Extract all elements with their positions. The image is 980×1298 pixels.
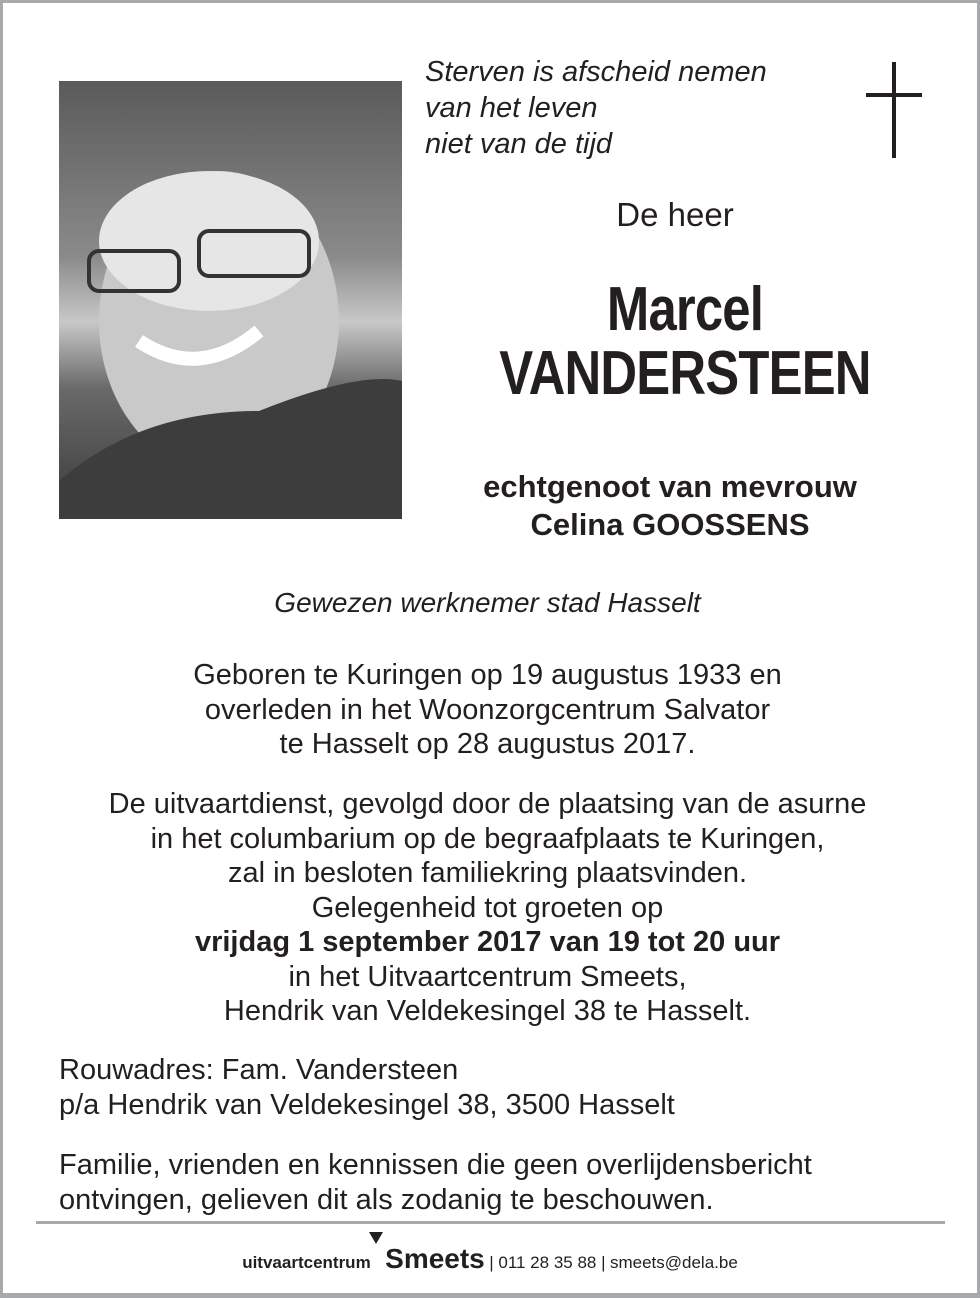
visit-date: vrijdag 1 september 2017 van 19 tot 20 uur	[194, 926, 781, 958]
last-name: VANDERSTEEN	[499, 339, 871, 408]
spouse-name: Celina GOOSSENS	[530, 507, 810, 542]
honorific: De heer	[616, 196, 734, 233]
notice	[59, 1148, 812, 1217]
deceased-name	[484, 275, 886, 408]
poem-line: Sterven is afscheid nemen	[425, 56, 767, 88]
spouse	[420, 468, 920, 544]
text-line: Gelegenheid tot groeten op	[311, 891, 664, 924]
text-line: Rouwadres: Fam. Vandersteen	[59, 1054, 459, 1086]
poem-line: van het leven	[425, 92, 598, 124]
text-line: Geboren te Kuringen op 19 augustus 1933 en	[193, 659, 782, 691]
footer-phone: | 011 28 35 88 |	[489, 1253, 606, 1272]
footer-prefix: uitvaartcentrum	[242, 1253, 371, 1272]
footer-brand: Smeets	[385, 1243, 485, 1274]
cross-icon	[866, 62, 922, 158]
first-name: Marcel	[606, 275, 764, 344]
footer-email[interactable]: smeets@dela.be	[609, 1253, 738, 1272]
portrait-photo	[59, 81, 402, 519]
text-line: ontvingen, gelieven dit als zodanig te beschouwen.	[59, 1183, 714, 1216]
spouse-line: echtgenoot van mevrouw	[483, 469, 857, 504]
mourning-address	[59, 1053, 675, 1122]
text-line: Hendrik van Veldekesingel 38 te Hasselt.	[223, 995, 752, 1027]
poem	[425, 54, 767, 162]
text-line: overleden in het Woonzorgcentrum Salvator	[204, 693, 771, 726]
text-line: De uitvaartdienst, gevolgd door de plaatsing van de asurne	[108, 788, 867, 820]
text-line: in het Uitvaartcentrum Smeets,	[288, 960, 687, 993]
text-line: te Hasselt op 28 augustus 2017.	[279, 728, 696, 760]
poem-line: niet van de tijd	[425, 128, 613, 160]
text-line: p/a Hendrik van Veldekesingel 38, 3500 Hasselt	[59, 1088, 675, 1121]
divider	[36, 1221, 945, 1224]
text-line: zal in besloten familiekring plaatsvinden.	[227, 857, 748, 889]
birth-death	[0, 658, 975, 762]
footer	[0, 1243, 980, 1275]
service-info	[0, 787, 975, 1029]
occupation: Gewezen werknemer stad Hasselt	[274, 587, 701, 618]
text-line: in het columbarium op de begraafplaats te Kuringen,	[150, 822, 825, 855]
text-line: Familie, vrienden en kennissen die geen overlijdensbericht	[59, 1149, 812, 1181]
